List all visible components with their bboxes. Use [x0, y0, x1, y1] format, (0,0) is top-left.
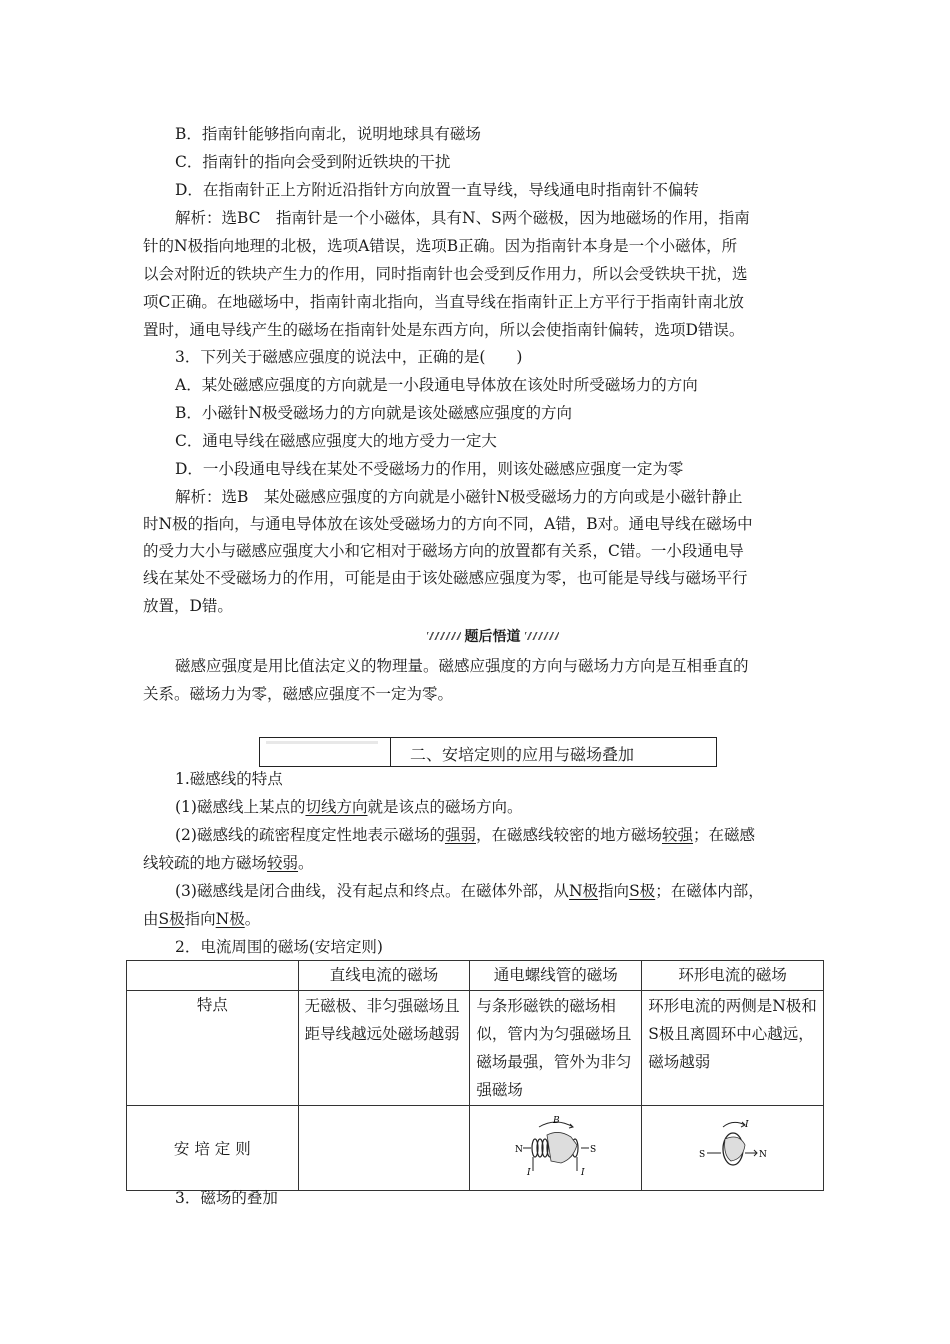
q2-option-b: B．指南针能够指向南北，说明地球具有磁场 [175, 125, 481, 143]
table-header-cell: 通电螺线管的磁场 [470, 961, 642, 991]
q2-analysis-line: 以会对附近的铁块产生力的作用，同时指南针也会受到反作用力，所以会受铁块干扰，选 [143, 265, 748, 283]
svg-text:I: I [526, 1168, 531, 1178]
ampere-rule-table [126, 960, 824, 1191]
q2-option-d: D．在指南针正上方附近沿指针方向放置一直导线，导线通电时指南针不偏转 [175, 181, 699, 199]
table-cell [298, 1106, 470, 1191]
q3-analysis-line: 放置，D错。 [143, 597, 233, 615]
svg-text:I: I [580, 1168, 585, 1178]
table-header-cell: 直线电流的磁场 [298, 961, 470, 991]
p1-statement-2-cont: 线较疏的地方磁场较弱。 [143, 854, 314, 872]
table-header-cell: 环形电流的磁场 [642, 961, 824, 991]
ring-current-hand-diagram [693, 1115, 773, 1181]
svg-text:S: S [589, 1145, 596, 1155]
table-cell: 无磁极、非匀强磁场且距导线越远处磁场越弱 [298, 991, 470, 1106]
q2-analysis-line: 解析：选BC 指南针是一个小磁体，具有N、S两个磁极，因为地磁场的作用，指南 [175, 209, 750, 227]
q3-analysis-line: 线在某处不受磁场力的作用，可能是由于该处磁感应强度为零，也可能是导线与磁场平行 [143, 569, 748, 587]
q2-analysis-line: 针的N极指向地理的北极，选项A错误，选项B正确。因为指南针本身是一个小磁体，所 [143, 237, 738, 255]
q3-option-d: D．一小段通电导线在某处不受磁场力的作用，则该处磁感应强度一定为零 [175, 460, 684, 478]
table-cell [642, 1106, 824, 1191]
svg-text:I: I [744, 1120, 749, 1130]
table-cell [470, 1106, 642, 1191]
q2-analysis-line: 置时，通电导线产生的磁场在指南针处是东西方向，所以会使指南针偏转，选项D错误。 [143, 321, 745, 339]
tip-title: 题后悟道 [464, 629, 521, 645]
p3-heading: 3．磁场的叠加 [175, 1189, 278, 1207]
tip-text-line: 磁感应强度是用比值法定义的物理量。磁感应强度的方向与磁场力方向是互相垂直的 [175, 657, 749, 675]
section-number-cell [260, 738, 391, 766]
q2-option-c: C．指南针的指向会受到附近铁块的干扰 [175, 153, 451, 171]
svg-text:B: B [552, 1116, 560, 1126]
q3-option-b: B．小磁针N极受磁场力的方向就是该处磁感应强度的方向 [175, 404, 572, 422]
p1-statement-1: (1)磁感线上某点的切线方向就是该点的磁场方向。 [175, 798, 523, 816]
q3-analysis-line: 时N极的指向，与通电导体放在该处受磁场力的方向不同，A错，B对。通电导线在磁场中 [143, 515, 753, 533]
table-row-label: 特点 [127, 991, 299, 1106]
solenoid-hand-diagram [511, 1115, 601, 1181]
hatch-decoration [525, 632, 559, 640]
q3-option-a: A．某处磁感应强度的方向就是一小段通电导体放在该处时所受磁场力的方向 [175, 376, 698, 394]
section-header-box [259, 737, 717, 767]
p1-statement-3-cont: 由S极指向N极。 [143, 910, 261, 928]
hatch-decoration [427, 632, 461, 640]
p2-heading: 2．电流周围的磁场(安培定则) [175, 938, 383, 956]
section-title: 二、安培定则的应用与磁场叠加 [410, 745, 635, 764]
table-row-label: 安 培 定 则 [127, 1106, 299, 1191]
q2-analysis-line: 项C正确。在地磁场中，指南针南北指向，当直导线在指南针正上方平行于指南针南北放 [143, 293, 744, 311]
table-header-cell [127, 961, 299, 991]
p1-heading: 1.磁感线的特点 [175, 770, 283, 788]
q3-option-c: C．通电导线在磁感应强度大的地方受力一定大 [175, 432, 497, 450]
tip-text-line: 关系。磁场力为零，磁感应强度不一定为零。 [143, 685, 454, 703]
p1-statement-3: (3)磁感线是闭合曲线，没有起点和终点。在磁体外部，从N极指向S极；在磁体内部， [175, 882, 764, 900]
q3-analysis-line: 解析：选B 某处磁感应强度的方向就是小磁针N极受磁场力的方向或是小磁针静止 [175, 488, 743, 506]
svg-text:N: N [758, 1150, 767, 1160]
svg-text:N: N [514, 1145, 523, 1155]
table-cell: 与条形磁铁的磁场相似，管内为匀强磁场且磁场最强，管外为非匀强磁场 [470, 991, 642, 1106]
svg-text:S: S [698, 1150, 705, 1160]
p1-statement-2: (2)磁感线的疏密程度定性地表示磁场的强弱，在磁感线较密的地方磁场较强；在磁感 [175, 826, 756, 844]
q3-analysis-line: 的受力大小与磁感应强度大小和它相对于磁场方向的放置都有关系，C错。一小段通电导 [143, 542, 744, 560]
table-cell: 环形电流的两侧是N极和S极且离圆环中心越远，磁场越弱 [642, 991, 824, 1106]
tip-heading [425, 626, 560, 646]
q3-stem: 3．下列关于磁感应强度的说法中，正确的是( ) [175, 348, 523, 366]
